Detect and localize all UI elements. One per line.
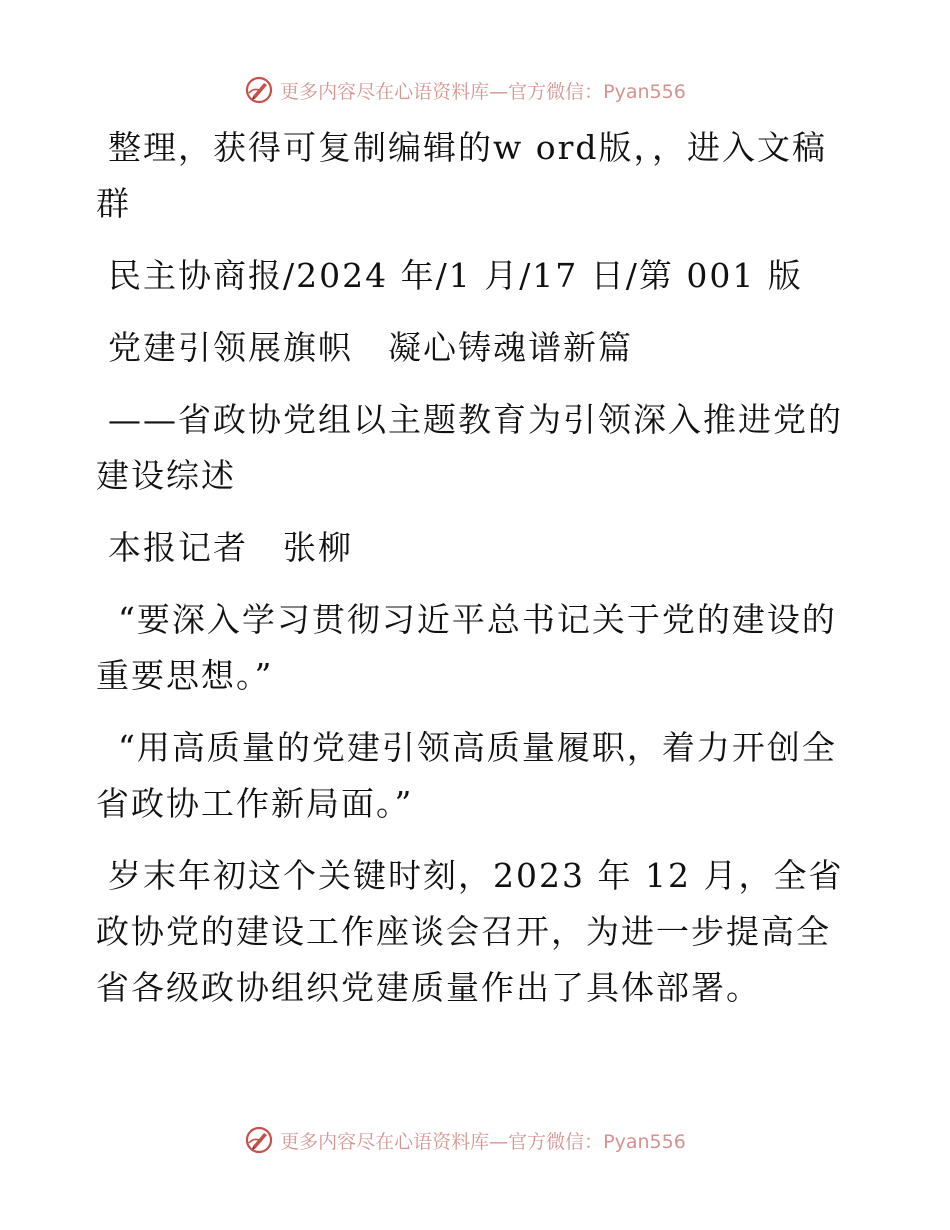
watermark-text: 更多内容尽在心语资料库—官方微信：Pyan556 bbox=[280, 80, 686, 103]
doc-paragraph-headline: 党建引领展旗帜 凝心铸魂谱新篇 bbox=[108, 328, 633, 367]
doc-paragraph-quote-2: “用高质量的党建引领高质量履职，着力开创全省政协工作新局面。” bbox=[96, 728, 837, 823]
doc-paragraph-subheadline: ——省政协党组以主题教育为引领深入推进党的建设综述 bbox=[96, 400, 843, 495]
doc-paragraph-body: 岁末年初这个关键时刻，2023 年 12 月，全省政协党的建设工作座谈会召开，为进一步提高全省各级政协组织党建质量作出了具体部署。 bbox=[96, 856, 844, 1007]
footer-watermark bbox=[0, 1120, 950, 1160]
doc-paragraph-quote-1: “要深入学习贯彻习近平总书记关于党的建设的重要思想。” bbox=[96, 600, 837, 695]
brush-pen-logo-icon bbox=[244, 1125, 274, 1155]
watermark-text: 更多内容尽在心语资料库—官方微信：Pyan556 bbox=[280, 1130, 686, 1153]
brush-pen-logo-icon bbox=[244, 75, 274, 105]
doc-paragraph-source: 民主协商报/2024 年/1 月/17 日/第 001 版 bbox=[108, 256, 803, 295]
document-body bbox=[96, 120, 856, 1032]
header-watermark bbox=[0, 70, 950, 110]
doc-paragraph-byline: 本报记者 张柳 bbox=[108, 528, 353, 567]
doc-paragraph-intro: 整理，获得可复制编辑的w ord版，，进入文稿群 bbox=[96, 128, 828, 223]
